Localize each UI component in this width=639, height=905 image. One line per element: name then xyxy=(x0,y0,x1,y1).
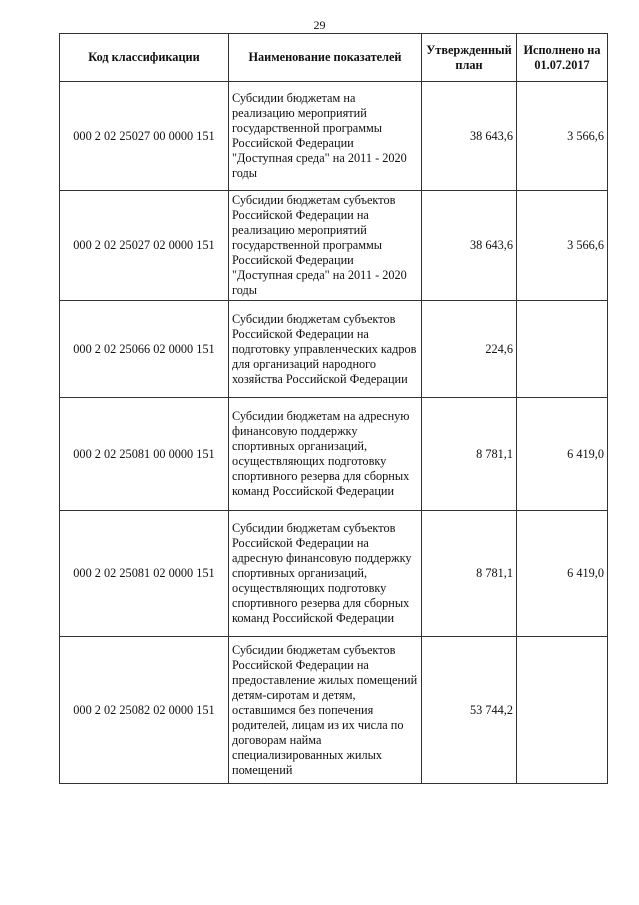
row-code: 000 2 02 25027 00 0000 151 xyxy=(60,82,229,191)
row-plan: 38 643,6 xyxy=(422,191,517,301)
header-name: Наименование показателей xyxy=(229,34,422,82)
table-row xyxy=(60,191,608,301)
row-executed: 3 566,6 xyxy=(517,82,608,191)
table-row xyxy=(60,301,608,398)
row-code: 000 2 02 25081 02 0000 151 xyxy=(60,511,229,637)
row-plan: 53 744,2 xyxy=(422,637,517,784)
row-executed xyxy=(517,301,608,398)
header-code: Код классификации xyxy=(60,34,229,82)
table-row xyxy=(60,398,608,511)
row-name xyxy=(229,398,422,511)
budget-table xyxy=(59,33,608,784)
row-name-text: Субсидии бюджетам субъектов Российской Федерации на адресную финансовую поддержку спортивных организаций, осуществляющих подготовку спортивного резерва для сборных команд Российской Федерации xyxy=(232,521,412,625)
row-code: 000 2 02 25081 00 0000 151 xyxy=(60,398,229,511)
table-header xyxy=(60,34,608,82)
row-name xyxy=(229,511,422,637)
row-name xyxy=(229,82,422,191)
row-code: 000 2 02 25082 02 0000 151 xyxy=(60,637,229,784)
row-plan: 8 781,1 xyxy=(422,398,517,511)
page-number: 29 xyxy=(313,18,326,32)
row-plan: 224,6 xyxy=(422,301,517,398)
table-row xyxy=(60,637,608,784)
row-name-text: Субсидии бюджетам субъектов Российской Федерации на подготовку управленческих кадров для организаций народного хозяйства Российской Федерации xyxy=(232,311,417,386)
header-executed: Исполнено на 01.07.2017 xyxy=(517,34,608,82)
row-plan: 8 781,1 xyxy=(422,511,517,637)
row-name-text: Субсидии бюджетам субъектов Российской Федерации на предоставление жилых помещений детям-сиротам и детям, оставшимся без попечения родителей, лицам из их числа по договорам найма специализированных жилых помещений xyxy=(232,642,418,777)
table-body xyxy=(60,82,608,784)
header-plan: Утвержденный план xyxy=(422,34,517,82)
row-name-text: Субсидии бюджетам на реализацию мероприятий государственной программы Российской Федерации "Доступная среда" на 2011 - 2020 годы xyxy=(232,91,407,180)
row-name-text: Субсидии бюджетам на адресную финансовую поддержку спортивных организаций, осуществляющих подготовку спортивного резерва для сборных команд Российской Федерации xyxy=(232,409,410,498)
row-name xyxy=(229,301,422,398)
row-code: 000 2 02 25027 02 0000 151 xyxy=(60,191,229,301)
row-executed: 6 419,0 xyxy=(517,511,608,637)
header-row xyxy=(60,34,608,82)
row-name xyxy=(229,191,422,301)
row-executed: 3 566,6 xyxy=(517,191,608,301)
row-executed xyxy=(517,637,608,784)
row-name xyxy=(229,637,422,784)
table-row xyxy=(60,511,608,637)
table-row xyxy=(60,82,608,191)
row-name-text: Субсидии бюджетам субъектов Российской Федерации на реализацию мероприятий государственной программы Российской Федерации "Доступная среда" на 2011 - 2020 годы xyxy=(232,193,407,297)
row-plan: 38 643,6 xyxy=(422,82,517,191)
row-code: 000 2 02 25066 02 0000 151 xyxy=(60,301,229,398)
row-executed: 6 419,0 xyxy=(517,398,608,511)
